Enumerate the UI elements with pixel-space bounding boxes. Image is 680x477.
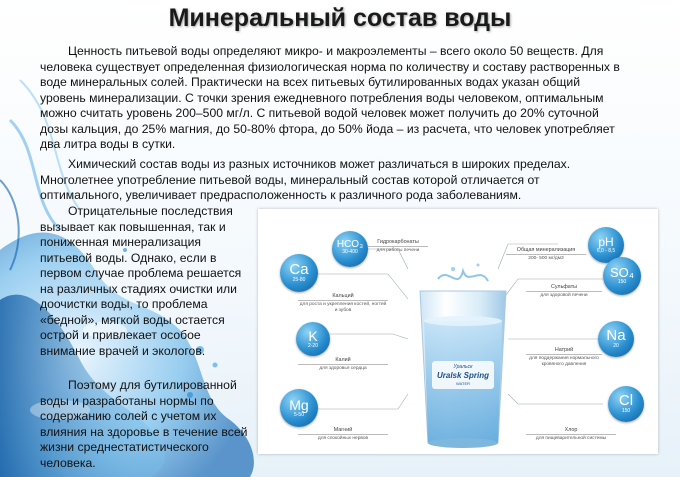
ca-label: Кальций для роста и укрепления костей, ногтей и зубов: [299, 293, 387, 313]
ph-symbol: pH: [598, 235, 614, 249]
so4-range: 150: [617, 279, 627, 285]
slide-title: Минеральный состав воды: [168, 4, 512, 32]
mineral-infographic: [258, 209, 658, 454]
hco3-label: Гидрокарбонаты для работы печени: [368, 239, 428, 254]
mg-range: 5-50: [293, 412, 304, 418]
hco3-bubble-icon: [332, 231, 368, 267]
cl-label: Хлор для пищеварительной системы: [526, 427, 616, 442]
paragraph-1: Ценность питьевой воды определяют микро- и макроэлементы – всего около 50 веществ. Для человека существует определенная физиологическая норма по количеству и составу растворенных в воде минеральных солей. Практически на всех питьевых бутилированных водах указан общий уровень минерализации. С точки зрения ежедневного потребления воды человеком, оптимальным можно считать уровень 200–500 мг/л. С питьевой водой человек может получить до 20% суточной дозы кальция, до 25% магния, до 50-80% фтора, до 50% йода – из расчета, что человек употребляет два литра воды в сутки.: [40, 44, 620, 151]
cl-bubble-icon: [608, 386, 644, 422]
ca-range: 25-80: [292, 277, 306, 283]
bottle-label-top: Уральск: [453, 364, 473, 370]
paragraph-3: Отрицательные последствия вызывает как повышенная, так и пониженная минерализация питьевой воды. Однако, если в первом случае проблема решается на различных стадиях очистки или доочистки воды, то проблема «бедной», мягкой воды остается острой и привлекает особое внимание врачей и экологов.: [40, 204, 242, 358]
mineralization-label: Общая минерализация 200- 500 мг/дм3: [506, 247, 586, 262]
hco3-symbol: HCO₃: [336, 239, 364, 250]
na-bubble-icon: [598, 321, 634, 357]
na-range: 20: [613, 343, 619, 349]
k-label: Калий для здоровья сердца: [298, 357, 388, 372]
mg-symbol: Mg: [289, 397, 309, 413]
so4-bubble-icon: [603, 257, 641, 295]
cl-range: 150: [621, 408, 631, 414]
na-symbol: Na: [606, 327, 626, 344]
na-label: Натрий для поддержания нормального кровяного давления: [526, 347, 602, 368]
k-symbol: K: [308, 328, 318, 344]
mg-label: Магний для спокойных нервов: [298, 427, 388, 442]
so4-label: Сульфаты для здоровой печени: [526, 284, 602, 299]
k-bubble-icon: [296, 322, 330, 356]
ph-range: 6,0 - 8,5: [596, 248, 616, 254]
paragraph-4: Поэтому для бутилированной воды и разработаны нормы по содержанию солей с учетом их влияния на здоровье в течение всей жизни среднестатистического человека.: [40, 378, 248, 470]
bottle-label-sub: WATER: [456, 381, 470, 386]
cl-symbol: Cl: [618, 392, 634, 409]
k-range: 2-20: [307, 343, 318, 349]
ca-symbol: Ca: [289, 261, 309, 278]
mg-bubble-icon: [280, 389, 318, 427]
ca-bubble-icon: [280, 254, 318, 292]
paragraph-2: Химический состав воды из разных источников может различаться в широких пределах. Многолетнее употребление питьевой воды, минеральный состав которой отличается от оптимального, увеличивает предрасположенность к различного рода заболеваниям.: [40, 157, 571, 202]
so4-symbol: SO₄: [609, 265, 635, 280]
hco3-range: 30-400: [342, 249, 358, 255]
bottle-label: Uralsk Spring: [436, 371, 489, 380]
water-glass-image: [408, 261, 518, 451]
